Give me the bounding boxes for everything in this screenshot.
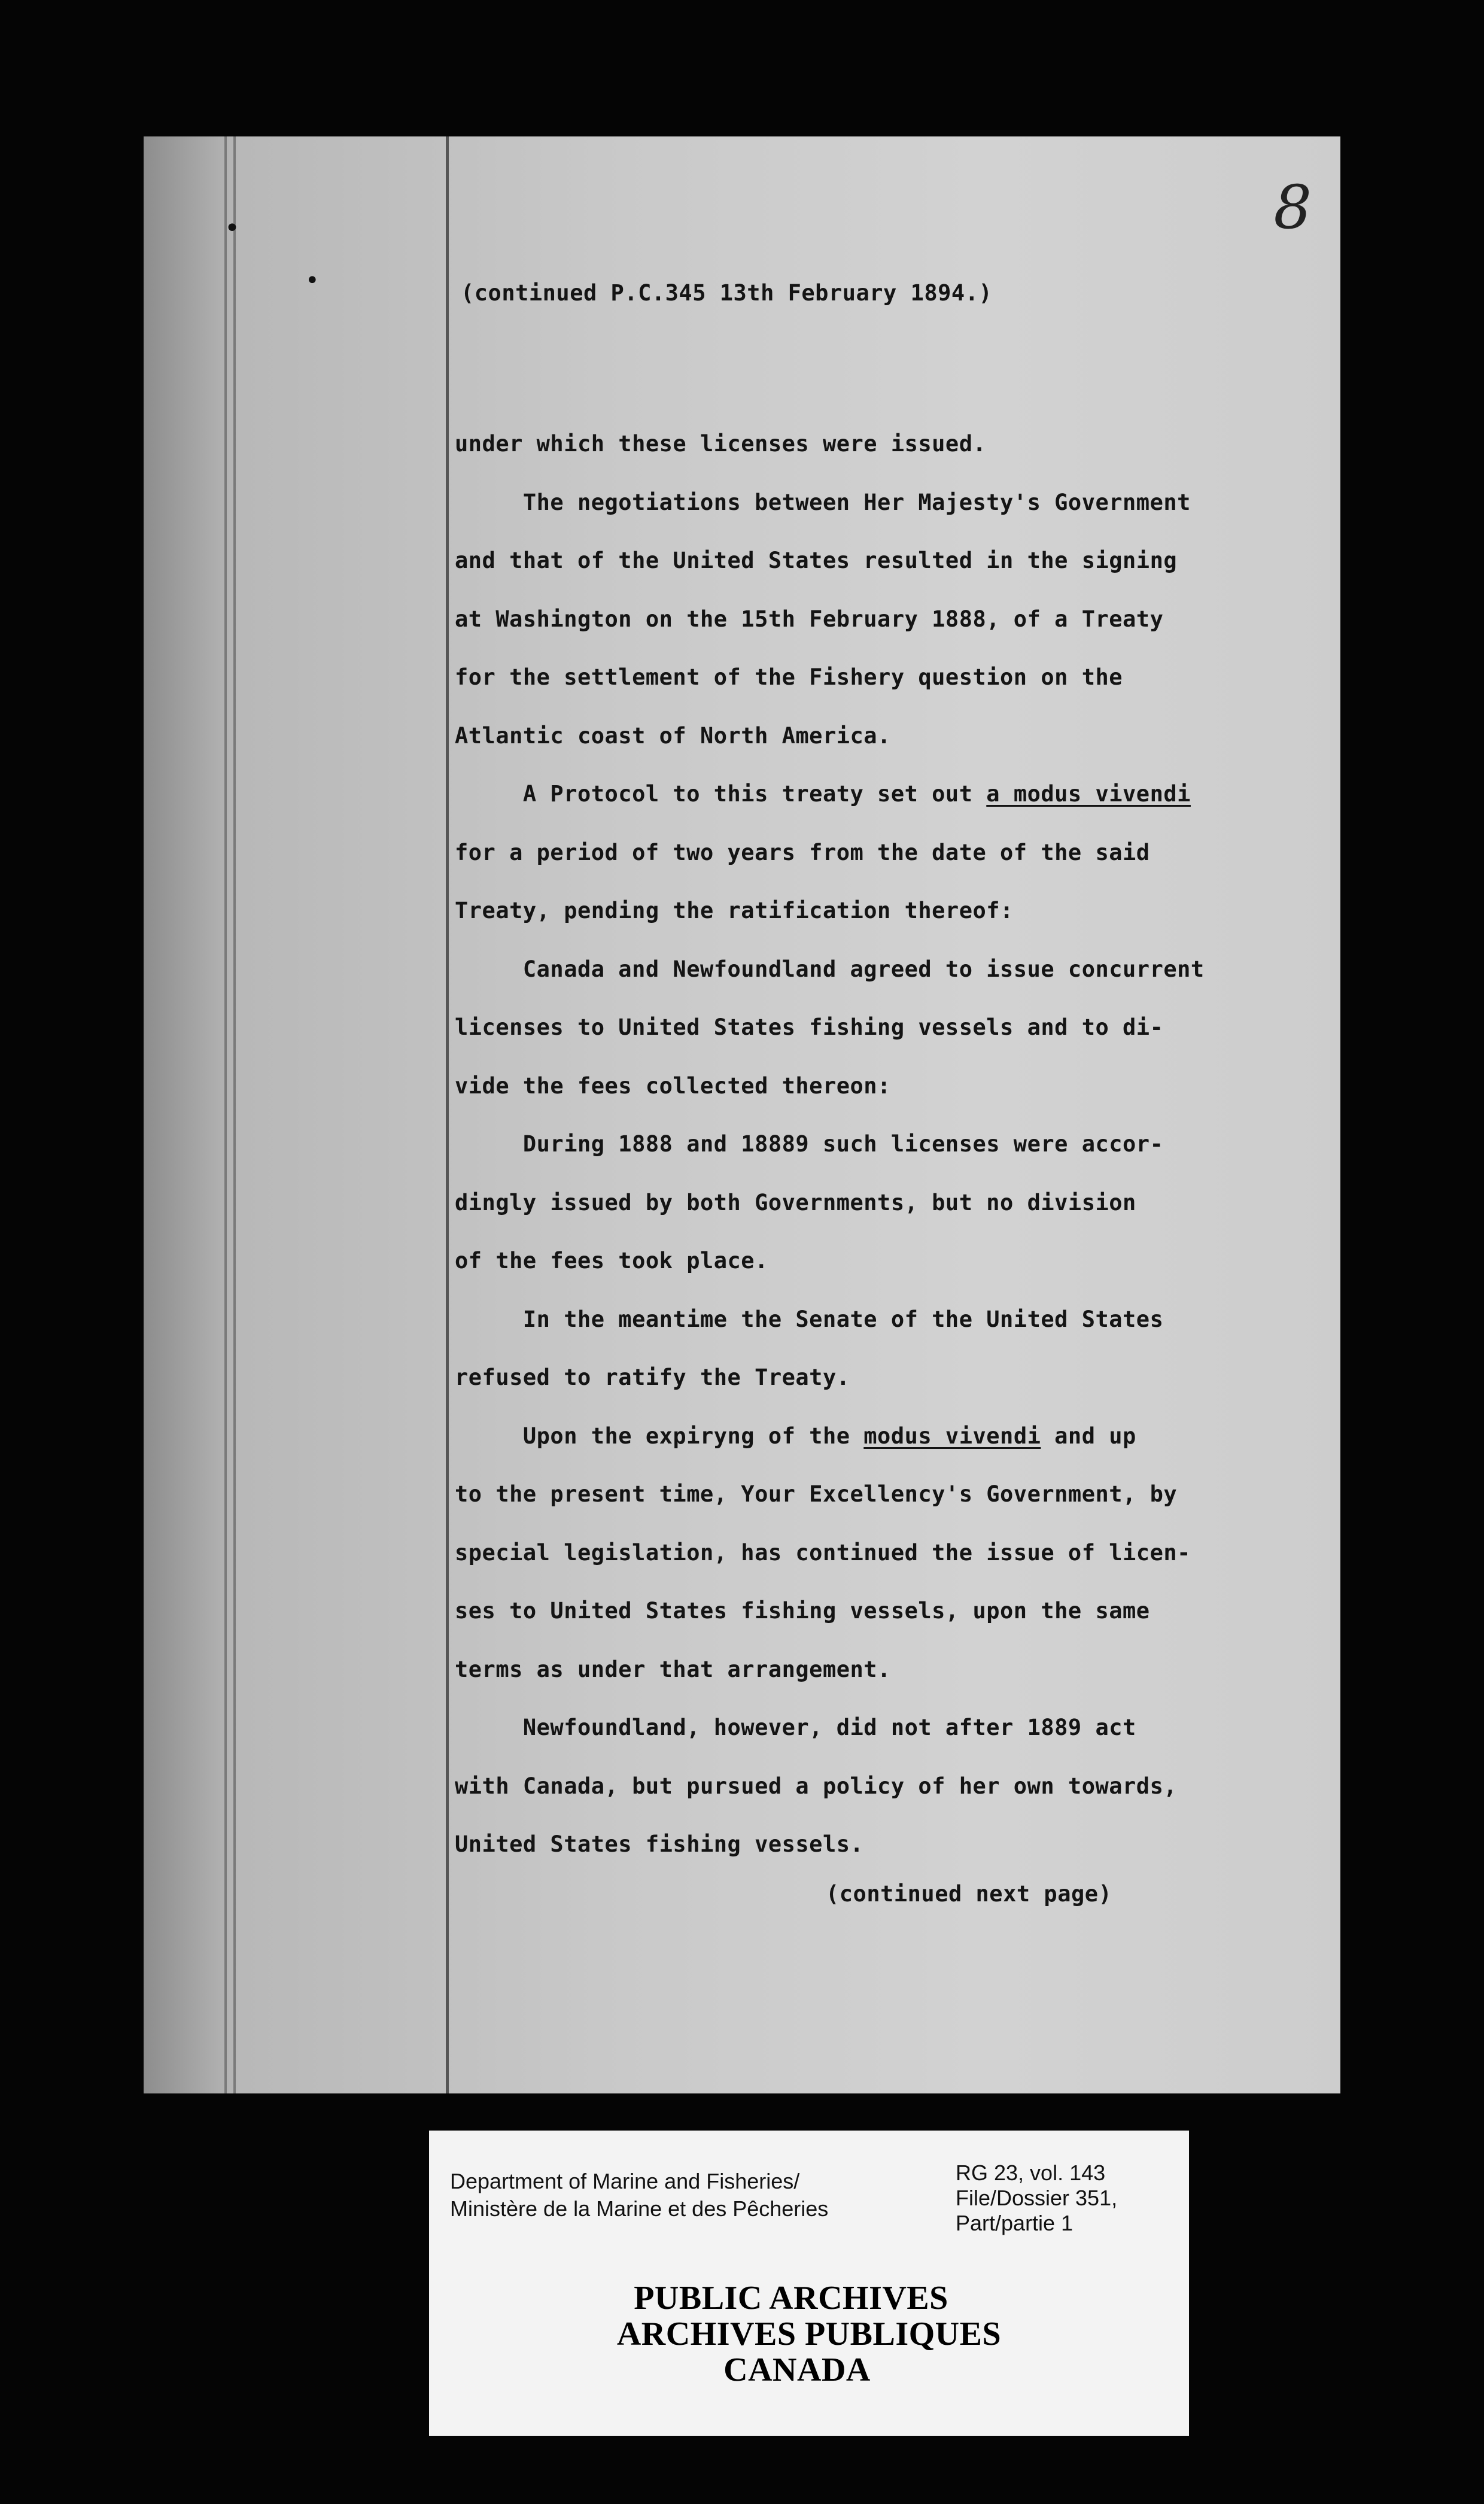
- text-segment: Newfoundland, however, did not after 1889 act: [455, 1715, 1136, 1740]
- text-line: [455, 531, 1316, 590]
- text-line: [455, 765, 1316, 823]
- record-reference: [956, 2160, 1117, 2236]
- text-line: [455, 998, 1316, 1057]
- document-body: [455, 415, 1316, 1874]
- department-fr: Ministère de la Marine et des Pêcheries: [450, 2196, 829, 2221]
- text-line: [455, 707, 1316, 765]
- folio-number: 8: [1273, 172, 1312, 242]
- text-line: [455, 1582, 1316, 1640]
- text-line: [455, 823, 1316, 882]
- continuation-header: (continued P.C.345 13th February 1894.): [461, 280, 993, 306]
- text-line: [455, 1407, 1316, 1466]
- text-line: [455, 940, 1316, 999]
- text-segment: terms as under that arrangement.: [455, 1656, 891, 1682]
- archives-fr: ARCHIVES PUBLIQUES: [616, 2315, 1002, 2353]
- text-segment: United States fishing vessels.: [455, 1831, 864, 1857]
- text-segment: and up: [1041, 1423, 1136, 1449]
- text-segment: to the present time, Your Excellency's Government, by: [455, 1481, 1178, 1507]
- text-line: [455, 1290, 1316, 1349]
- text-segment: The negotiations between Her Majesty's Government: [455, 489, 1191, 515]
- text-line: [455, 1174, 1316, 1232]
- text-line: [455, 1757, 1316, 1816]
- text-line: [455, 1815, 1316, 1874]
- text-segment: at Washington on the 15th February 1888, of a Treaty: [455, 606, 1164, 632]
- text-segment: Atlantic coast of North America.: [455, 722, 891, 749]
- text-line: [455, 648, 1316, 707]
- text-line: [455, 1524, 1316, 1582]
- text-segment: under which these licenses were issued.: [455, 431, 987, 457]
- text-segment: Upon the expiryng of the: [455, 1423, 864, 1449]
- record-group: RG 23, vol. 143: [956, 2160, 1106, 2185]
- text-segment: special legislation, has continued the issue of licen-: [455, 1539, 1191, 1566]
- text-line: [455, 590, 1316, 649]
- margin-mark: •: [224, 213, 240, 244]
- typed-page: [144, 136, 1340, 2093]
- text-line: [455, 1465, 1316, 1524]
- text-segment: Canada and Newfoundland agreed to issue concurrent: [455, 956, 1205, 982]
- text-segment: A Protocol to this treaty set out: [455, 781, 987, 807]
- text-segment: dingly issued by both Governments, but no division: [455, 1189, 1136, 1215]
- text-segment: and that of the United States resulted in the signing: [455, 548, 1178, 573]
- department-en: Department of Marine and Fisheries/: [450, 2169, 800, 2193]
- text-segment: In the meantime the Senate of the United States: [455, 1306, 1164, 1332]
- archives-title: [429, 2280, 1189, 2388]
- text-segment: with Canada, but pursued a policy of her own towards,: [455, 1773, 1178, 1799]
- text-segment: refused to ratify the Treaty.: [455, 1365, 850, 1390]
- text-segment: a modus vivendi: [986, 781, 1191, 807]
- file-number: File/Dossier 351,: [956, 2186, 1118, 2210]
- archives-en: PUBLIC ARCHIVES: [634, 2280, 948, 2317]
- text-segment: for the settlement of the Fishery question on the: [455, 664, 1123, 690]
- text-line: [455, 882, 1316, 940]
- margin-rule: [446, 136, 449, 2093]
- margin-rule: [233, 136, 236, 2093]
- text-segment: Treaty, pending the ratification thereof:: [455, 898, 1014, 923]
- part-number: Part/partie 1: [956, 2211, 1074, 2235]
- text-segment: vide the fees collected thereon:: [455, 1072, 891, 1099]
- text-line: [455, 415, 1316, 473]
- archive-label: [429, 2131, 1189, 2436]
- text-segment: ses to United States fishing vessels, upon the same: [455, 1598, 1150, 1624]
- margin-mark: •: [305, 267, 320, 294]
- text-line: [455, 1348, 1316, 1407]
- text-segment: for a period of two years from the date of the said: [455, 839, 1150, 865]
- text-segment: During 1888 and 18889 such licenses were accor-: [455, 1131, 1164, 1157]
- text-line: [455, 1698, 1316, 1757]
- text-line: [455, 473, 1316, 532]
- text-segment: licenses to United States fishing vessels and to di-: [455, 1014, 1164, 1040]
- continued-note: (continued next page): [826, 1881, 1112, 1907]
- text-segment: modus vivendi: [863, 1423, 1041, 1449]
- text-line: [455, 1640, 1316, 1699]
- text-line: [455, 1232, 1316, 1290]
- text-line: [455, 1057, 1316, 1116]
- margin-rule: [224, 136, 227, 2093]
- department-name: [450, 2168, 828, 2223]
- text-segment: of the fees took place.: [455, 1248, 768, 1274]
- archives-country: CANADA: [723, 2351, 871, 2388]
- text-line: [455, 1115, 1316, 1174]
